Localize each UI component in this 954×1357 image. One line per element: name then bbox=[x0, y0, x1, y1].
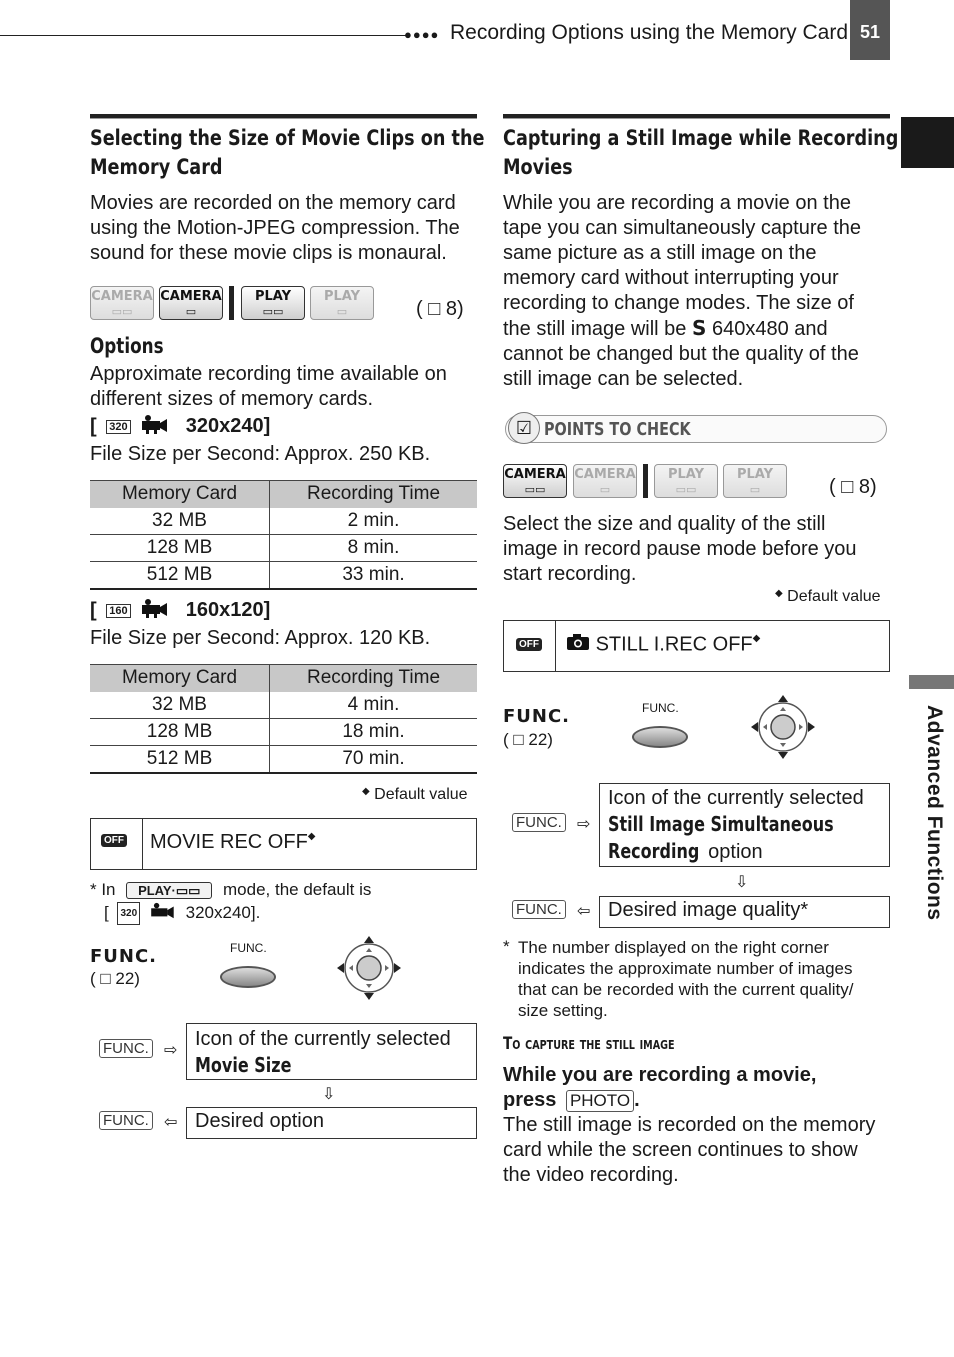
table-row: 32 MB 4 min. bbox=[90, 692, 477, 719]
movie-off-icon: OFF bbox=[101, 834, 127, 847]
movie-camera-icon bbox=[149, 902, 175, 925]
table-header: Recording Time bbox=[270, 481, 477, 508]
footnote-text: The number displayed on the right corner indicates the approximate number of images that can be recorded with the current quality/ size setting. bbox=[518, 938, 854, 1020]
mode-play-card: PLAY ▭ bbox=[310, 286, 374, 320]
func-key: FUNC. bbox=[99, 1039, 153, 1058]
func-button[interactable] bbox=[632, 726, 688, 748]
step-desired-option-box: Desired option bbox=[186, 1107, 477, 1139]
mode-camera-card: CAMERA ▭ bbox=[573, 464, 637, 498]
joystick-icon bbox=[336, 935, 402, 1001]
section-tab-marker bbox=[909, 675, 954, 689]
checkmark-icon: ☑ bbox=[508, 412, 540, 444]
section-rule bbox=[90, 114, 477, 119]
diamond-icon: ◆ bbox=[362, 786, 370, 797]
points-to-check-banner bbox=[505, 415, 887, 443]
mode-camera-tape: CAMERA ▭▭ bbox=[90, 286, 154, 320]
size-160-filesize: File Size per Second: Approx. 120 KB. bbox=[90, 627, 431, 649]
section-heading-movie-size: Selecting the Size of Movie Clips on the Memory Card bbox=[90, 126, 485, 179]
func-page-reference: ( □ 22) bbox=[503, 730, 553, 749]
mode-play-tape: PLAY ▭▭ bbox=[241, 286, 305, 320]
recording-time-table-320 bbox=[90, 480, 477, 590]
mode-camera-card: CAMERA ▭ bbox=[159, 286, 223, 320]
movie-off-icon-cell bbox=[91, 819, 143, 869]
arrow-left-icon: ⇦ bbox=[164, 1114, 178, 1131]
mode-divider bbox=[643, 464, 648, 498]
table-header: Memory Card bbox=[90, 481, 270, 508]
size-320-icon: 320 bbox=[117, 902, 140, 925]
arrow-down-icon: ⇩ bbox=[322, 1086, 336, 1103]
still-capture-intro: While you are recording a movie on the tape you can simultaneously capture the same picture as a still image on the memory card without interrupting your recording to change modes. The size of the still image will be S 640x480 and cannot be changed but the quality of the still image can be selected. bbox=[503, 192, 861, 390]
func-page-reference: ( □ 22) bbox=[90, 969, 140, 988]
capture-result-text: The still image is recorded on the memory card while the screen continues to show the video recording. bbox=[503, 1114, 876, 1186]
select-size-text: Select the size and quality of the still image in record pause mode before you start recording. bbox=[503, 513, 857, 585]
still-off-icon: OFF bbox=[516, 638, 542, 651]
table-row: 32 MB 2 min. bbox=[90, 508, 477, 535]
capture-instruction: While you are recording a movie, press PHOTO . bbox=[503, 1064, 817, 1111]
still-off-icon-cell bbox=[504, 621, 556, 671]
movie-camera-icon bbox=[140, 414, 168, 440]
photo-button: PHOTO bbox=[566, 1090, 634, 1112]
table-row: 512 MB 33 min. bbox=[90, 562, 477, 589]
default-value-note: ◆ Default value bbox=[362, 786, 468, 803]
size-320-icon: 320 bbox=[106, 420, 130, 434]
arrow-down-icon: ⇩ bbox=[735, 874, 749, 891]
mode-divider bbox=[229, 286, 234, 320]
section-heading-still-capture: Capturing a Still Image while Recording Movies bbox=[503, 126, 899, 179]
func-button[interactable] bbox=[220, 966, 276, 988]
footnote-star: * bbox=[503, 937, 510, 956]
still-rec-menu-text: STILL I.REC OFF◆ bbox=[566, 633, 760, 657]
size-320-label: [ 320 320x240] bbox=[90, 414, 270, 440]
func-key: FUNC. bbox=[99, 1111, 153, 1130]
options-text: Approximate recording time available on different sizes of memory cards. bbox=[90, 363, 447, 410]
default-mode-note: * In PLAY·▭▭ mode, the default is bbox=[90, 880, 372, 899]
diamond-icon: ◆ bbox=[752, 633, 761, 644]
default-mode-note-line2: [ 320 320x240]. bbox=[104, 902, 260, 925]
capture-heading: To capture the still image bbox=[503, 1034, 675, 1054]
points-to-check-label: POINTS TO CHECK bbox=[544, 419, 691, 440]
movie-rec-menu-box bbox=[90, 818, 477, 870]
recording-time-table-160 bbox=[90, 664, 477, 774]
still-rec-menu-box bbox=[503, 620, 890, 672]
func-button-caption: FUNC. bbox=[642, 701, 679, 715]
table-row: 512 MB 70 min. bbox=[90, 746, 477, 773]
func-button-label: FUNC. bbox=[90, 946, 158, 967]
func-button-caption: FUNC. bbox=[230, 941, 267, 955]
func-key: FUNC. bbox=[512, 900, 566, 919]
size-320-filesize: File Size per Second: Approx. 250 KB. bbox=[90, 443, 431, 465]
play-tape-key-icon: PLAY·▭▭ bbox=[126, 882, 212, 899]
table-header: Recording Time bbox=[270, 665, 477, 692]
arrow-right-icon: ⇨ bbox=[164, 1042, 178, 1059]
joystick-icon bbox=[750, 694, 816, 760]
page-reference: ( □ 8) bbox=[416, 298, 464, 320]
table-row: 128 MB 8 min. bbox=[90, 535, 477, 562]
header-dots: ●●●● bbox=[404, 27, 440, 42]
diamond-icon: ◆ bbox=[307, 831, 316, 842]
default-value-note: ◆ Default value bbox=[775, 588, 881, 605]
page-number: 51 bbox=[850, 0, 890, 60]
mode-camera-tape: CAMERA ▭▭ bbox=[503, 464, 567, 498]
func-key: FUNC. bbox=[512, 813, 566, 832]
movie-size-intro: Movies are recorded on the memory card using the Motion-JPEG compression. The sound for these movie clips is monaural. bbox=[90, 192, 460, 264]
mode-play-tape: PLAY ▭▭ bbox=[654, 464, 718, 498]
movie-rec-menu-text: MOVIE REC OFF◆ bbox=[150, 831, 316, 853]
page-reference: ( □ 8) bbox=[829, 476, 877, 498]
header-title: Recording Options using the Memory Card bbox=[450, 21, 849, 44]
size-160-label: [ 160 160x120] bbox=[90, 598, 270, 624]
func-button-label: FUNC. bbox=[503, 706, 571, 727]
size-160-icon: 160 bbox=[106, 604, 130, 618]
side-tab-label: Advanced Functions bbox=[923, 705, 946, 921]
options-label: Options bbox=[90, 334, 164, 358]
section-rule bbox=[503, 114, 890, 119]
header-rule bbox=[0, 35, 410, 36]
mode-play-card: PLAY ▭ bbox=[723, 464, 787, 498]
table-header: Memory Card bbox=[90, 665, 270, 692]
step-current-icon-box: Icon of the currently selected Still Image Simultaneous Recording option bbox=[599, 783, 890, 867]
movie-camera-icon bbox=[140, 598, 168, 624]
camera-icon bbox=[566, 633, 590, 657]
step-desired-quality-box: Desired image quality* bbox=[599, 896, 890, 928]
chapter-tab-marker bbox=[901, 117, 954, 168]
arrow-left-icon: ⇦ bbox=[577, 903, 591, 920]
arrow-right-icon: ⇨ bbox=[577, 816, 591, 833]
step-current-icon-box: Icon of the currently selected Movie Size bbox=[186, 1023, 477, 1080]
diamond-icon: ◆ bbox=[775, 588, 783, 599]
table-row: 128 MB 18 min. bbox=[90, 719, 477, 746]
